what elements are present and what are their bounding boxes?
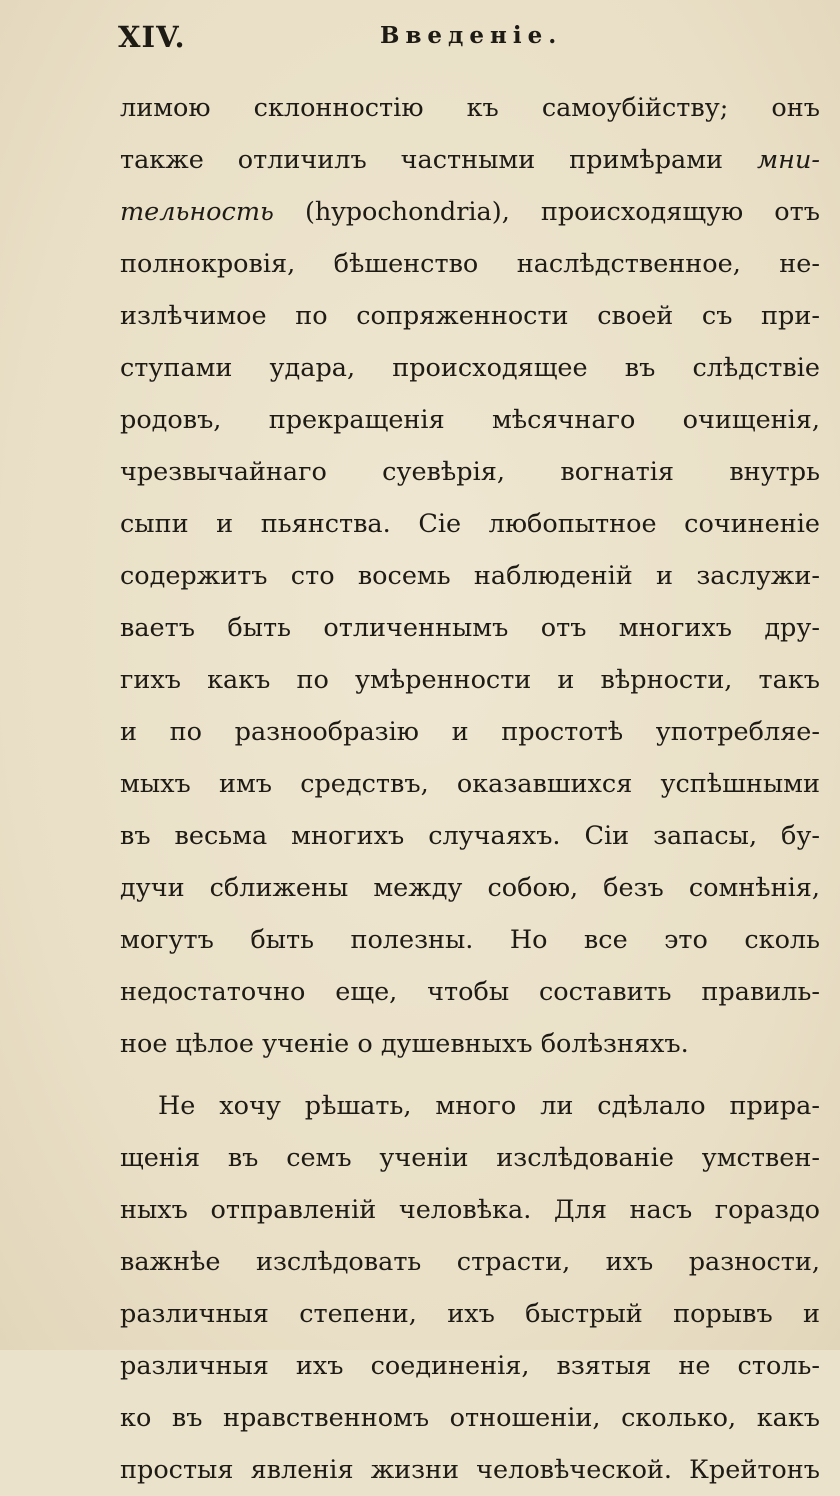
text-line: различныя ихъ соединенiя, взятыя не столь- [120, 1351, 820, 1381]
text-line: ступами удара, происходящее въ слѣдствiе [120, 353, 820, 383]
text-line: важнѣе изслѣдовать страсти, ихъ разности, [120, 1247, 820, 1277]
italic-term: мни- [757, 145, 820, 175]
text-line: родовъ, прекращенiя мѣсячнаго очищенiя, [120, 405, 820, 435]
page-number: XIV. [118, 20, 186, 54]
text-line: чрезвычайнаго суевѣрiя, вогнатiя внутрь [120, 457, 820, 487]
text-line: лимою склонностiю къ самоубiйству; онъ [120, 93, 820, 123]
text-line [120, 134, 820, 186]
text-line: мыхъ имъ средствъ, оказавшихся успѣшными [120, 769, 820, 799]
text-line: сыпи и пьянства. Сiе любопытное сочиненiе [120, 509, 820, 539]
body-text [120, 82, 820, 1496]
paragraph-1 [120, 82, 820, 1070]
running-head: Введенiе. [380, 22, 563, 49]
text-line: содержитъ сто восемь наблюденiй и заслужи- [120, 561, 820, 591]
text-line: ваетъ быть отличеннымъ отъ многихъ дру- [120, 613, 820, 643]
italic-term: тельность [120, 197, 274, 227]
text-run: также отличилъ частными примѣрами [120, 145, 758, 175]
text-line: ное цѣлое ученiе о душевныхъ болѣзняхъ. [120, 1029, 689, 1059]
text-line [120, 186, 820, 238]
paragraph-2 [120, 1080, 820, 1496]
text-line: излѣчимое по сопряженности своей съ при- [120, 301, 820, 331]
text-run: (hypochondria), происходящую отъ [273, 197, 820, 227]
text-line: ко въ нравственномъ отношенiи, сколько, какъ [120, 1403, 820, 1433]
page-header [118, 12, 818, 62]
paragraph-gap [120, 1070, 820, 1080]
text-line: простыя явленiя жизни человѣческой. Крейтонъ [120, 1455, 820, 1485]
text-line: недостаточно еще, чтобы составить правиль- [120, 977, 820, 1007]
text-line: полнокровiя, бѣшенство наслѣдственное, не- [120, 249, 820, 279]
text-line: щенiя въ семъ ученiи изслѣдованiе умствен- [120, 1143, 820, 1173]
text-line: ныхъ отправленiй человѣка. Для насъ гораздо [120, 1195, 820, 1225]
text-line: дучи сближены между собою, безъ сомнѣнiя, [120, 873, 820, 903]
text-line: гихъ какъ по умѣренности и вѣрности, такъ [120, 665, 820, 695]
text-line: и по разнообразiю и простотѣ употребляе- [120, 717, 820, 747]
text-line: Не хочу рѣшать, много ли сдѣлало прира- [158, 1091, 820, 1121]
text-line: въ весьма многихъ случаяхъ. Сiи запасы, бу- [120, 821, 820, 851]
text-line: различныя степени, ихъ быстрый порывъ и [120, 1299, 820, 1329]
text-line: могутъ быть полезны. Но все это сколь [120, 925, 820, 955]
